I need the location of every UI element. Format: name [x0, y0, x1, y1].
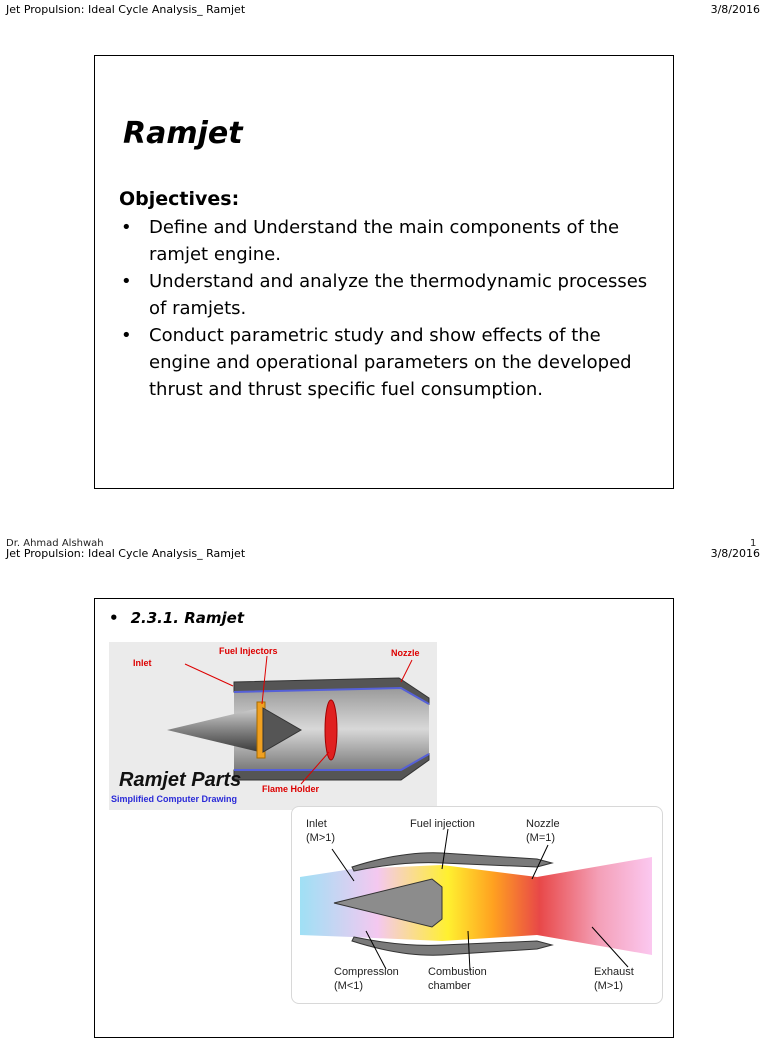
objective-item: • Conduct parametric study and show effects of the engine and operational parameters on the developed thrust and thrust specific fuel consumption.: [119, 322, 659, 403]
ramjet-schematic-figure: [291, 806, 663, 1004]
label-inlet: Inlet: [306, 818, 327, 830]
header-title: Jet Propulsion: Ideal Cycle Analysis_ Ramjet: [6, 547, 246, 560]
section-title: 2.3.1. Ramjet: [130, 609, 245, 627]
objective-item: • Define and Understand the main components of the ramjet engine.: [119, 214, 659, 268]
header-date: 3/8/2016: [710, 547, 760, 560]
label-compression: Compression: [334, 966, 399, 978]
footer-author: Dr. Ahmad Alshwah: [6, 538, 104, 546]
label-flame-holder: Flame Holder: [262, 784, 320, 794]
label-nozzle-mach: (M=1): [526, 832, 556, 844]
objective-item: • Understand and analyze the thermodynamic processes of ramjets.: [119, 268, 659, 322]
section-heading: • 2.3.1. Ramjet: [109, 609, 245, 627]
label-exhaust-mach: (M>1): [594, 980, 624, 992]
ramjet-parts-drawing: [109, 642, 437, 810]
slide-1: [94, 55, 674, 489]
label-nozzle: Nozzle: [526, 818, 560, 830]
label-combustion-chamber: chamber: [428, 980, 471, 992]
ramjet-parts-figure: [109, 642, 437, 810]
label-compression-mach: (M<1): [334, 980, 364, 992]
figure-subtitle: Simplified Computer Drawing: [111, 794, 238, 804]
figure-title: Ramjet Parts: [119, 769, 242, 791]
header-title: Jet Propulsion: Ideal Cycle Analysis_ Ramjet: [6, 3, 246, 16]
label-exhaust: Exhaust: [594, 966, 634, 978]
objectives-list: [119, 214, 659, 403]
label-fuel-injectors: Fuel Injectors: [219, 646, 278, 656]
label-inlet-mach: (M>1): [306, 832, 336, 844]
slide-2: [94, 598, 674, 1038]
objectives-heading: Objectives:: [119, 188, 240, 210]
label-combustion: Combustion: [428, 966, 487, 978]
slide-title: Ramjet: [123, 116, 243, 151]
label-fuel-injection: Fuel injection: [410, 818, 475, 830]
ramjet-schematic-drawing: [292, 807, 662, 1003]
label-inlet: Inlet: [133, 658, 152, 668]
footer-page-number: 1: [750, 538, 757, 546]
header-date: 3/8/2016: [710, 3, 760, 16]
label-nozzle: Nozzle: [391, 648, 420, 658]
